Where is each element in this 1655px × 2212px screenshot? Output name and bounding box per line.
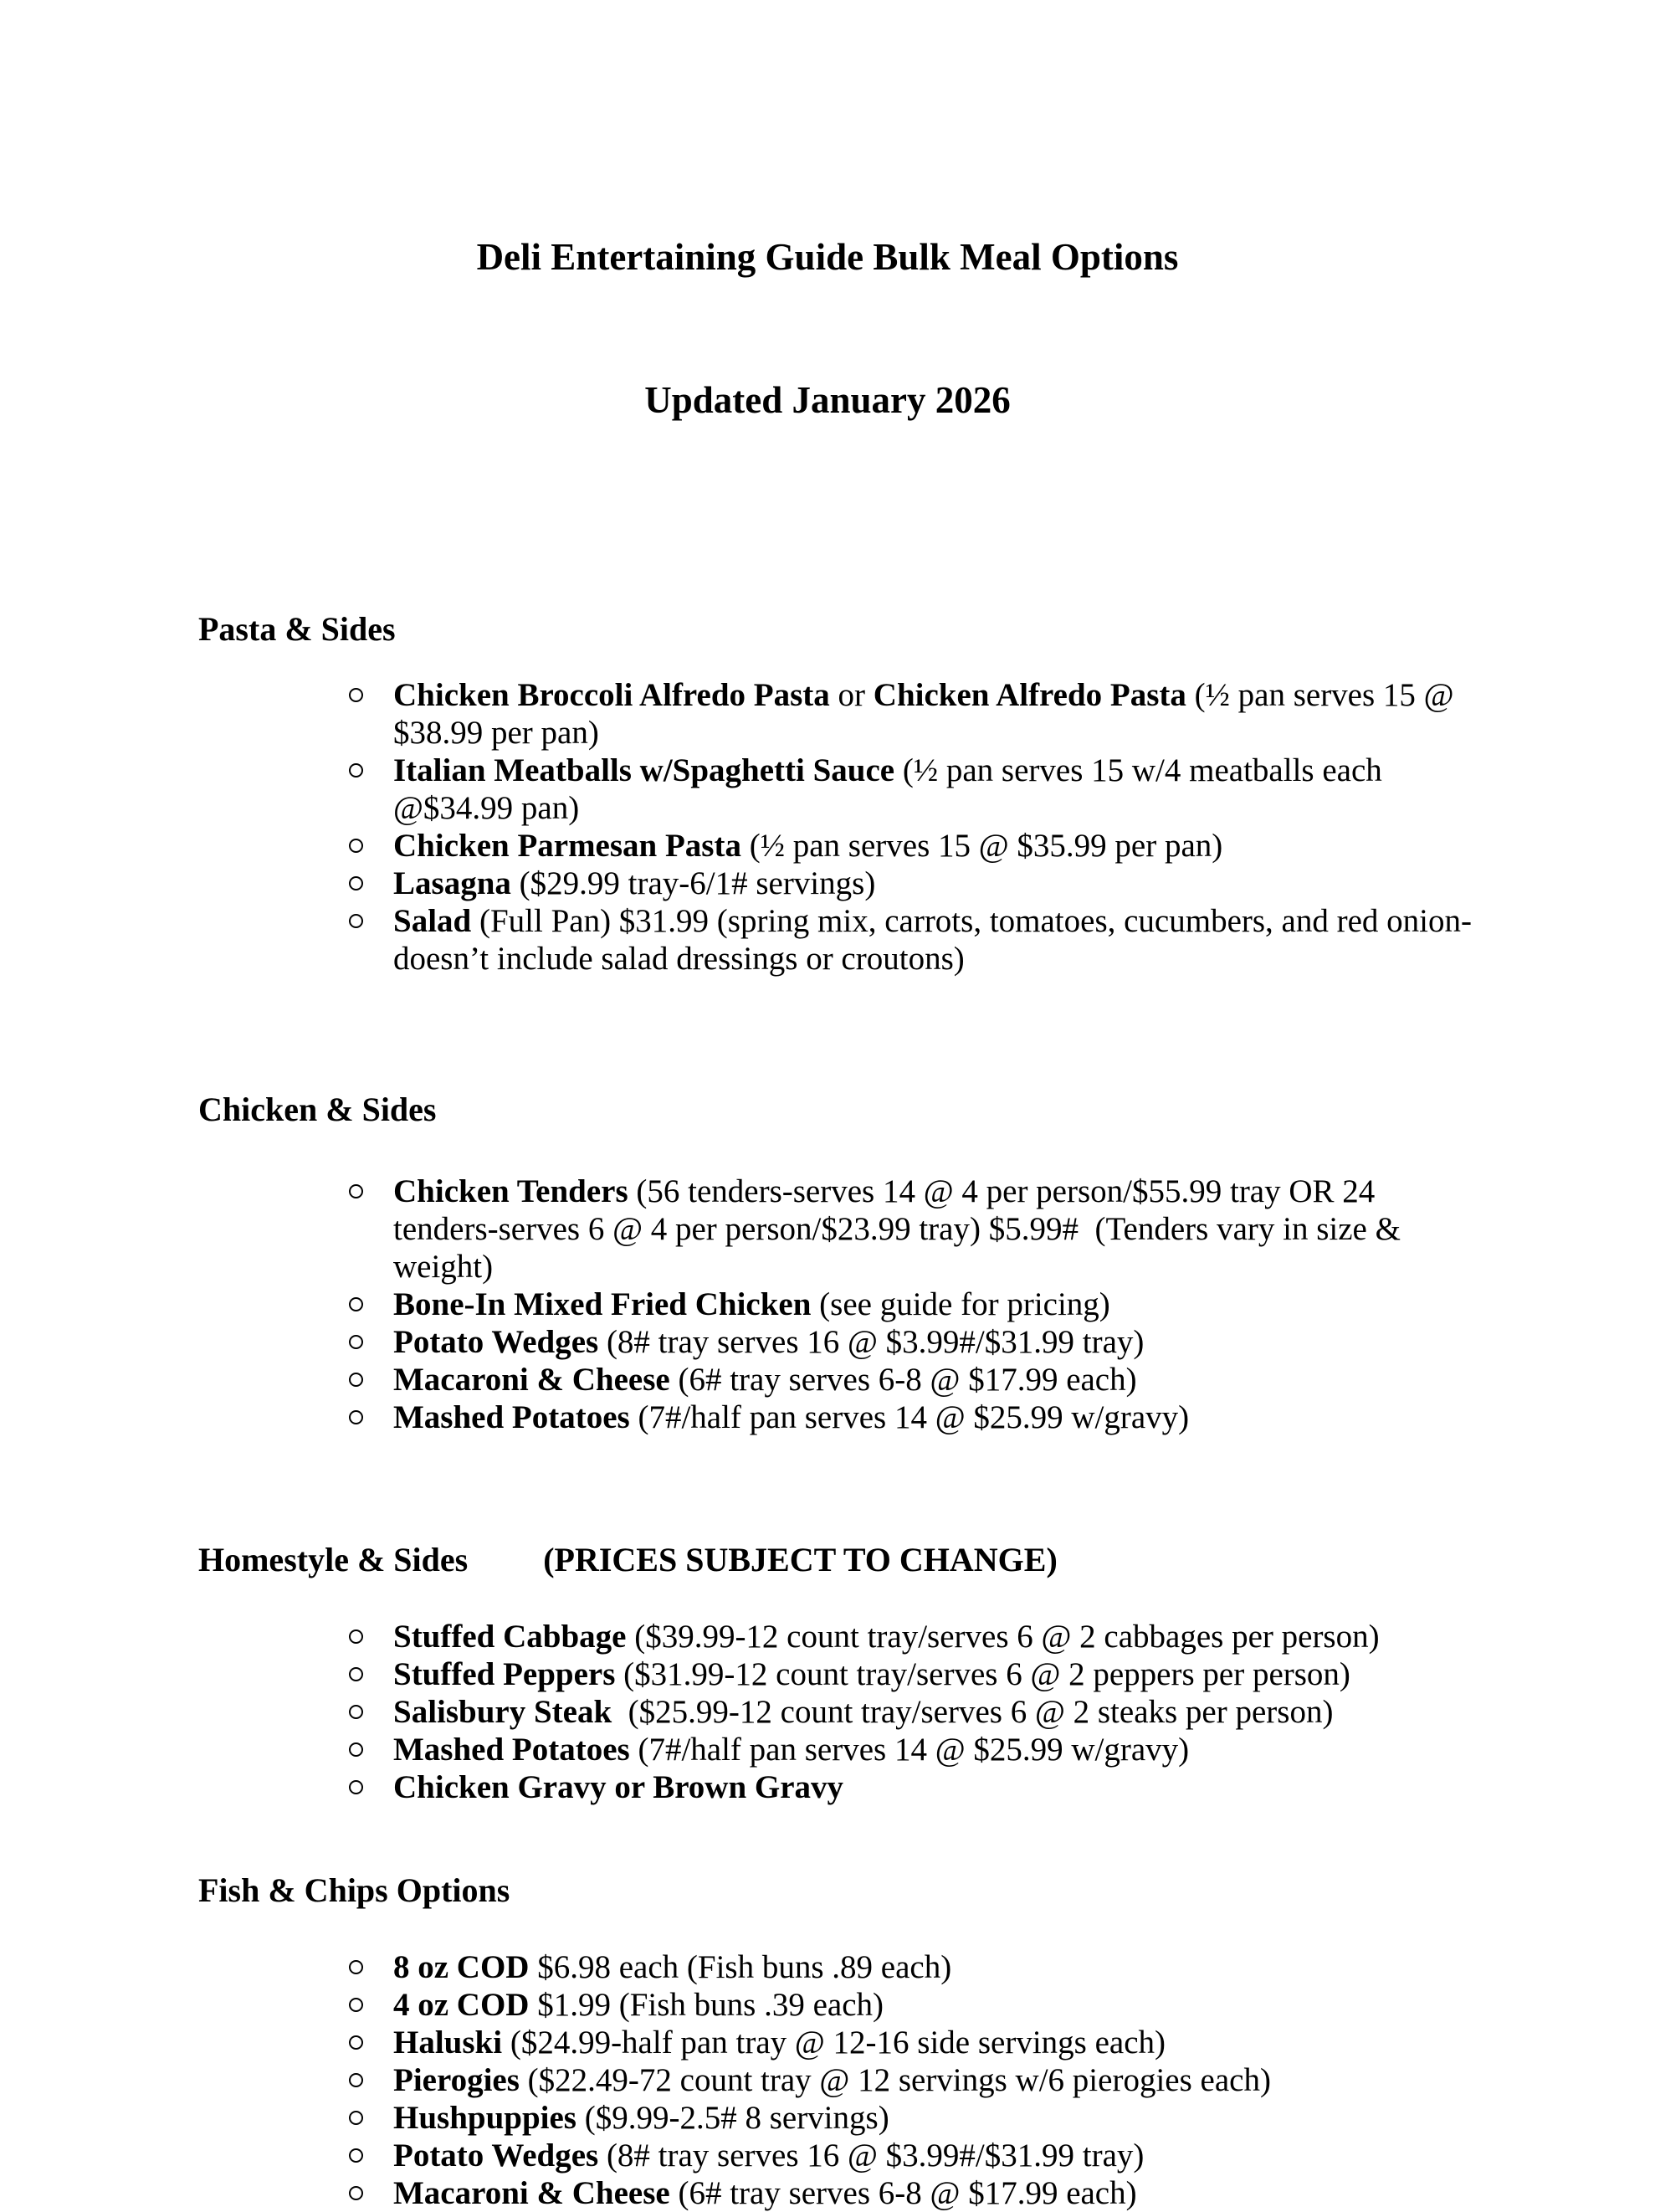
item-list-fish-chips-options xyxy=(347,1948,1473,2212)
menu-item xyxy=(347,1768,1473,1806)
item-detail: ($29.99 tray-6/1# servings) xyxy=(510,865,876,901)
item-detail: (½ pan serves 15 @ $38.99 per pan) xyxy=(393,677,1463,751)
item-name: Mashed Potatoes xyxy=(393,1732,630,1768)
item-list-chicken-sides xyxy=(347,1173,1473,1436)
menu-item xyxy=(347,1618,1473,1655)
section-heading-homestyle-sides xyxy=(198,1541,1473,1579)
item-name: Chicken Broccoli Alfredo Pasta xyxy=(393,677,830,713)
section-heading-text: Fish & Chips Options xyxy=(198,1871,510,1909)
item-detail: (½ pan serves 15 @ $35.99 per pan) xyxy=(740,828,1223,864)
section-heading-chicken-sides xyxy=(198,1091,1473,1129)
item-detail: $6.98 each (Fish buns .89 each) xyxy=(529,1949,952,1985)
section-heading-text: Chicken & Sides xyxy=(198,1091,437,1128)
item-detail: (7#/half pan serves 14 @ $25.99 w/gravy) xyxy=(629,1732,1190,1768)
item-name: Potato Wedges xyxy=(393,1324,599,1360)
item-name: Haluski xyxy=(393,2025,503,2061)
menu-item xyxy=(347,1731,1473,1768)
item-name: Hushpuppies xyxy=(393,2100,576,2136)
menu-item xyxy=(347,1986,1473,2024)
item-name: 4 oz COD xyxy=(393,1987,530,2023)
menu-item xyxy=(347,2174,1473,2212)
section-pasta-sides xyxy=(198,610,1473,978)
menu-item xyxy=(347,902,1473,978)
item-detail: (56 tenders-serves 14 @ 4 per person/$55.99 tray OR 24 tenders-serves 6 @ 4 per person/$23.99 tray) $5.99# (Tenders vary in size & weight) xyxy=(393,1173,1409,1285)
item-name: Chicken Tenders xyxy=(393,1173,628,1209)
item-name: Macaroni & Cheese xyxy=(393,1362,670,1398)
item-name: Chicken Gravy or Brown Gravy xyxy=(393,1769,844,1805)
section-chicken-sides xyxy=(198,1091,1473,1436)
section-heading-fish-chips-options xyxy=(198,1871,1473,1910)
item-list-pasta-sides xyxy=(347,676,1473,978)
item-list-homestyle-sides xyxy=(347,1618,1473,1806)
item-name: Stuffed Peppers xyxy=(393,1656,616,1692)
item-detail: (see guide for pricing) xyxy=(811,1286,1110,1322)
document-title-line1: Deli Entertaining Guide Bulk Meal Options xyxy=(476,236,1179,278)
menu-item xyxy=(347,1323,1473,1361)
menu-item xyxy=(347,2024,1473,2061)
menu-item xyxy=(347,1286,1473,1323)
item-detail: (8# tray serves 16 @ $3.99#/$31.99 tray) xyxy=(598,2138,1145,2174)
item-name: Chicken Parmesan Pasta xyxy=(393,828,741,864)
menu-item xyxy=(347,1655,1473,1693)
item-detail: ($9.99-2.5# 8 servings) xyxy=(576,2100,889,2136)
item-name: Lasagna xyxy=(393,865,511,901)
item-detail: $1.99 (Fish buns .39 each) xyxy=(529,1987,884,2023)
item-name: Stuffed Cabbage xyxy=(393,1619,627,1655)
document-title xyxy=(0,138,1655,520)
item-detail: ($25.99-12 count tray/serves 6 @ 2 steaks per person) xyxy=(612,1694,1334,1730)
item-name: Potato Wedges xyxy=(393,2138,599,2174)
item-name: Mashed Potatoes xyxy=(393,1399,630,1435)
item-detail: ($39.99-12 count tray/serves 6 @ 2 cabbages per person) xyxy=(626,1619,1380,1655)
section-heading-text: Homestyle & Sides xyxy=(198,1541,469,1578)
item-detail: (½ pan serves 15 w/4 meatballs each @$34.99 pan) xyxy=(393,752,1391,826)
item-detail: (6# tray serves 6-8 @ $17.99 each) xyxy=(669,1362,1137,1398)
menu-item xyxy=(347,676,1473,752)
menu-item xyxy=(347,1173,1473,1286)
menu-item xyxy=(347,827,1473,865)
item-detail: ($31.99-12 count tray/serves 6 @ 2 peppers per person) xyxy=(615,1656,1350,1692)
item-name: Chicken Alfredo Pasta xyxy=(873,677,1186,713)
item-name: Italian Meatballs w/Spaghetti Sauce xyxy=(393,752,895,788)
section-heading-note: (PRICES SUBJECT TO CHANGE) xyxy=(543,1541,1058,1578)
item-name: Salisbury Steak xyxy=(393,1694,612,1730)
sections-container xyxy=(0,610,1655,2212)
item-detail: (6# tray serves 6-8 @ $17.99 each) xyxy=(669,2175,1137,2211)
menu-item xyxy=(347,2061,1473,2099)
item-detail: ($24.99-half pan tray @ 12-16 side servings each) xyxy=(502,2025,1166,2061)
item-name: 8 oz COD xyxy=(393,1949,530,1985)
section-heading-text: Pasta & Sides xyxy=(198,610,396,648)
document-title-line2: Updated January 2026 xyxy=(644,379,1011,421)
menu-item xyxy=(347,1948,1473,1986)
menu-item xyxy=(347,1361,1473,1399)
menu-item xyxy=(347,1399,1473,1436)
item-detail: or xyxy=(829,677,874,713)
item-name: Bone-In Mixed Fried Chicken xyxy=(393,1286,812,1322)
item-detail: (Full Pan) $31.99 (spring mix, carrots, tomatoes, cucumbers, and red onion-doesn’t include salad dressings or croutons) xyxy=(393,903,1472,977)
menu-item xyxy=(347,865,1473,902)
menu-item xyxy=(347,752,1473,827)
section-heading-pasta-sides xyxy=(198,610,1473,649)
section-fish-chips-options xyxy=(198,1871,1473,2212)
menu-item xyxy=(347,2137,1473,2174)
section-homestyle-sides xyxy=(198,1541,1473,1806)
item-detail: ($22.49-72 count tray @ 12 servings w/6 pierogies each) xyxy=(519,2062,1271,2098)
item-detail: (7#/half pan serves 14 @ $25.99 w/gravy) xyxy=(629,1399,1190,1435)
item-name: Pierogies xyxy=(393,2062,520,2098)
item-name: Macaroni & Cheese xyxy=(393,2175,670,2211)
menu-item xyxy=(347,1693,1473,1731)
menu-item xyxy=(347,2099,1473,2137)
item-name: Salad xyxy=(393,903,472,939)
item-detail: (8# tray serves 16 @ $3.99#/$31.99 tray) xyxy=(598,1324,1145,1360)
